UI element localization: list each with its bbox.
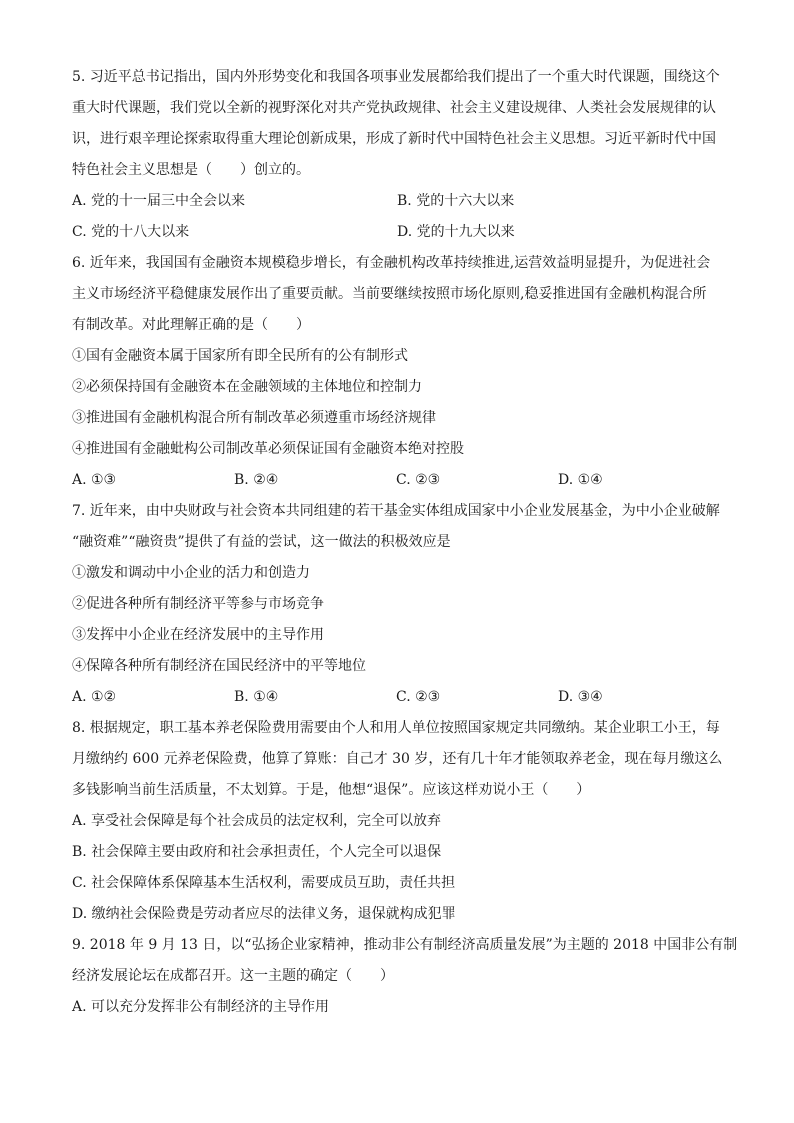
statement-3: ③发挥中小企业在经济发展中的主导作用	[72, 627, 324, 643]
question-stem-line: 有制改革。对此理解正确的是（ ）	[72, 317, 310, 333]
question-7	[72, 496, 722, 713]
statement-2: ②必须保持国有金融资本在金融领域的主体地位和控制力	[72, 379, 422, 395]
question-stem-line: 9. 2018 年 9 月 13 日，以“弘扬企业家精神，推动非公有制经济高质量发展”为主题的 2018 中国非公有制	[72, 937, 738, 953]
option-row	[72, 465, 722, 496]
statement-2: ②促进各种所有制经济平等参与市场竞争	[72, 596, 324, 612]
option-d[interactable]: D. 缴纳社会保险费是劳动者应尽的法律义务，退保就构成犯罪	[72, 906, 456, 922]
question-stem-line: 5. 习近平总书记指出，国内外形势变化和我国各项事业发展都给我们提出了一个重大时代课题，围绕这个	[72, 69, 720, 85]
option-c[interactable]: C. 党的十八大以来	[72, 224, 190, 240]
option-b[interactable]: B. 社会保障主要由政府和社会承担责任，个人完全可以退保	[72, 844, 442, 860]
option-a[interactable]: A. 党的十一届三中全会以来	[72, 193, 246, 209]
option-c[interactable]: C. 社会保障体系保障基本生活权利，需要成员互助，责任共担	[72, 875, 456, 891]
option-c[interactable]: C. ②③	[396, 689, 441, 705]
question-list	[72, 62, 738, 1023]
option-d[interactable]: D. 党的十九大以来	[397, 224, 515, 240]
question-stem-line: 多钱影响当前生活质量，不太划算。于是，他想“退保”。应该这样劝说小王（ ）	[72, 782, 591, 798]
statement-1: ①激发和调动中小企业的活力和创造力	[72, 565, 310, 581]
question-stem-line: 经济发展论坛在成都召开。这一主题的确定（ ）	[72, 968, 394, 984]
option-a[interactable]: A. ①③	[72, 472, 117, 488]
option-row	[72, 186, 722, 217]
question-stem-line: 主义市场经济平稳健康发展作出了重要贡献。当前要继续按照市场化原则,稳妥推进国有金融机构混合所	[72, 286, 707, 302]
option-d[interactable]: D. ①④	[558, 472, 603, 488]
option-row	[72, 217, 722, 248]
question-stem-line: 特色社会主义思想是（ ）创立的。	[72, 162, 310, 178]
question-stem-line: “融资难”“融资贵”提供了有益的尝试，这一做法的积极效应是	[72, 534, 451, 550]
question-stem-line: 月缴纳约 600 元养老保险费，他算了算账：自己才 30 岁，还有几十年才能领取养老金，现在每月缴这么	[72, 751, 723, 767]
question-5	[72, 62, 722, 248]
question-stem-line: 6. 近年来，我国国有金融资本规模稳步增长，有金融机构改革持续推进,运营效益明显提升，为促进社会	[72, 255, 711, 271]
option-a[interactable]: A. 享受社会保障是每个社会成员的法定权利，完全可以放弃	[72, 813, 442, 829]
option-c[interactable]: C. ②③	[396, 472, 441, 488]
option-b[interactable]: B. ②④	[234, 472, 279, 488]
question-stem-line: 重大时代课题，我们党以全新的视野深化对共产党执政规律、社会主义建设规律、人类社会发展规律的认	[72, 100, 716, 116]
statement-3: ③推进国有金融机构混合所有制改革必须遵重市场经济规律	[72, 410, 436, 426]
statement-1: ①国有金融资本属于国家所有即全民所有的公有制形式	[72, 348, 408, 364]
option-a[interactable]: A. 可以充分发挥非公有制经济的主导作用	[72, 999, 330, 1015]
question-stem-line: 识，进行艰辛理论探索取得重大理论创新成果，形成了新时代中国特色社会主义思想。习近平新时代中国	[72, 131, 716, 147]
question-6	[72, 248, 722, 496]
statement-4: ④推进国有金融蚍构公司制改革必须保证国有金融资本绝对控股	[72, 441, 464, 457]
option-row	[72, 682, 722, 713]
statement-4: ④保障各种所有制经济在国民经济中的平等地位	[72, 658, 366, 674]
question-stem-line: 8. 根据规定，职工基本养老保险费用需要由个人和用人单位按照国家规定共同缴纳。某企业职工小王，每	[72, 720, 720, 736]
question-9	[72, 930, 738, 1023]
option-a[interactable]: A. ①②	[72, 689, 117, 705]
option-b[interactable]: B. 党的十六大以来	[397, 193, 515, 209]
option-b[interactable]: B. ①④	[234, 689, 279, 705]
option-d[interactable]: D. ③④	[558, 689, 603, 705]
question-stem-line: 7. 近年来，由中央财政与社会资本共同组建的若干基金实体组成国家中小企业发展基金，为中小企业破解	[72, 503, 720, 519]
question-8	[72, 713, 722, 930]
